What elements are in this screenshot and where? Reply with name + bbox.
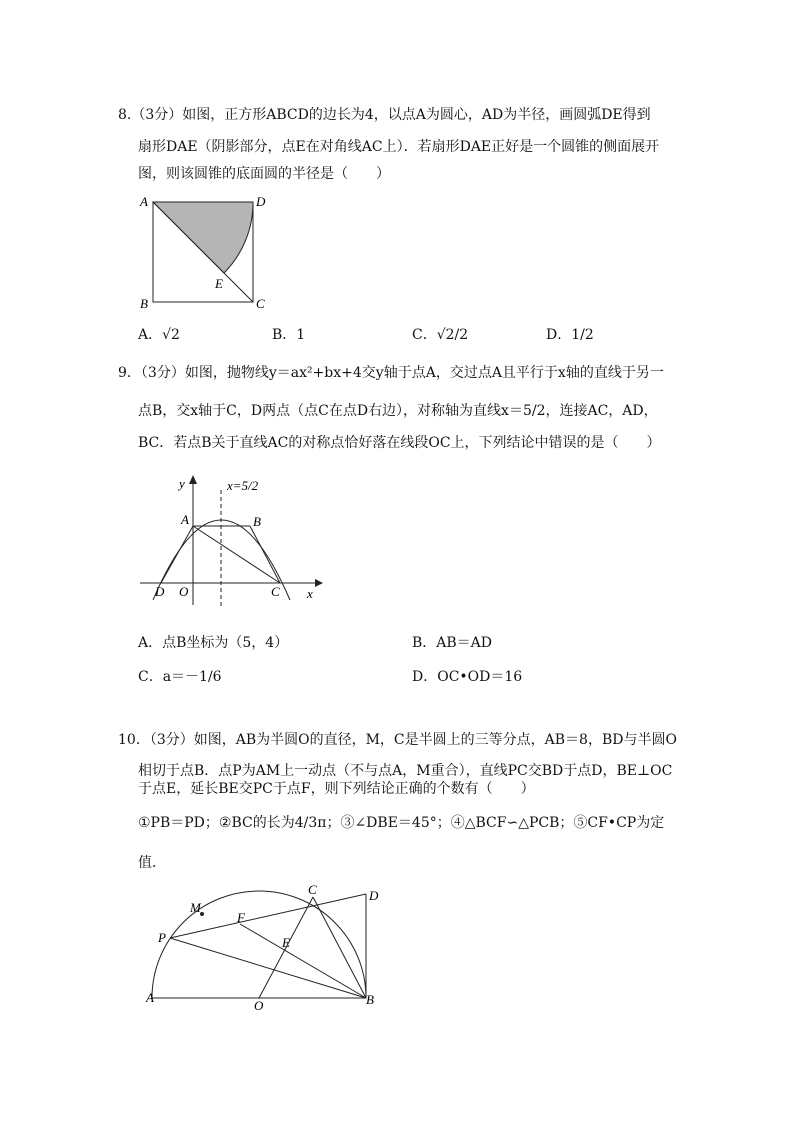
label-F: F [237, 910, 245, 925]
q9-line-2: 点B，交x轴于C，D两点（点C在点D右边），对称轴为直线x＝5/2，连接AC，AD， [138, 403, 658, 419]
q10-line-5: 值． [138, 855, 166, 871]
q8-line-2: 扇形DAE（阴影部分，点E在对角线AC上）．若扇形DAE正好是一个圆锥的侧面展开 [138, 139, 660, 155]
label-B: B [366, 992, 374, 1007]
label-E: E [215, 276, 223, 291]
q8-option-d: D．1/2 [546, 327, 594, 343]
q10-figure [140, 880, 390, 1015]
q8-line-3: 图，则该圆锥的底面圆的半径是（ ） [138, 166, 390, 182]
q8-option-c: C．√2/2 [412, 327, 469, 343]
q8-option-b: B．1 [272, 327, 306, 343]
label-D: D [369, 888, 379, 903]
q8-figure [130, 190, 280, 320]
label-O: O [254, 998, 264, 1013]
q8-option-a: A．√2 [138, 327, 180, 343]
label-E: E [282, 935, 290, 950]
q9-option-c: C．a＝－1/6 [138, 669, 222, 685]
q10-line-3: 于点E，延长BE交PC于点F，则下列结论正确的个数有（ ） [138, 781, 535, 797]
label-C: C [256, 296, 265, 311]
label-M: M [190, 900, 201, 915]
q9-option-d: D．OC•OD＝16 [412, 669, 523, 685]
q9-line-1: 9．（3分）如图，抛物线y＝ax²+bx+4交y轴于点A，交过点A且平行于x轴的直线于另一 [118, 365, 664, 381]
label-C: C [271, 584, 280, 599]
q9-line-3: BC．若点B关于直线AC的对称点恰好落在线段OC上，下列结论中错误的是（ ） [138, 435, 661, 451]
q9-figure [135, 470, 325, 610]
label-A: A [146, 990, 154, 1005]
label-B: B [253, 514, 261, 529]
label-D: D [256, 194, 266, 209]
q10-line-4: ①PB＝PD；②BC的长为4/3π；③∠DBE＝45°；④△BCF∽△PCB；⑤CF•CP为定 [138, 815, 665, 831]
label-B: B [140, 296, 148, 311]
q8-line-1: 8.（3分）如图，正方形ABCD的边长为4，以点A为圆心，AD为半径，画圆弧DE得到 [118, 107, 651, 123]
label-P: P [158, 930, 166, 945]
label-D: D [155, 584, 165, 599]
label-O: O [179, 584, 189, 599]
label-C: C [308, 882, 317, 897]
label-A: A [140, 194, 148, 209]
label-y: y [179, 476, 185, 491]
q10-line-2: 相切于点B．点P为AM上一动点（不与点A，M重合），直线PC交BD于点D，BE⊥OC [138, 763, 673, 779]
label-A: A [181, 512, 189, 527]
q9-option-b: B．AB＝AD [412, 635, 493, 651]
q10-line-1: 10．（3分）如图，AB为半圆O的直径，M，C是半圆上的三等分点，AB＝8，BD与半圆O [118, 732, 677, 748]
label-axis-of-symmetry: x=5/2 [227, 478, 259, 493]
label-x: x [307, 586, 313, 601]
q9-option-a: A．点B坐标为（5，4） [138, 635, 289, 651]
